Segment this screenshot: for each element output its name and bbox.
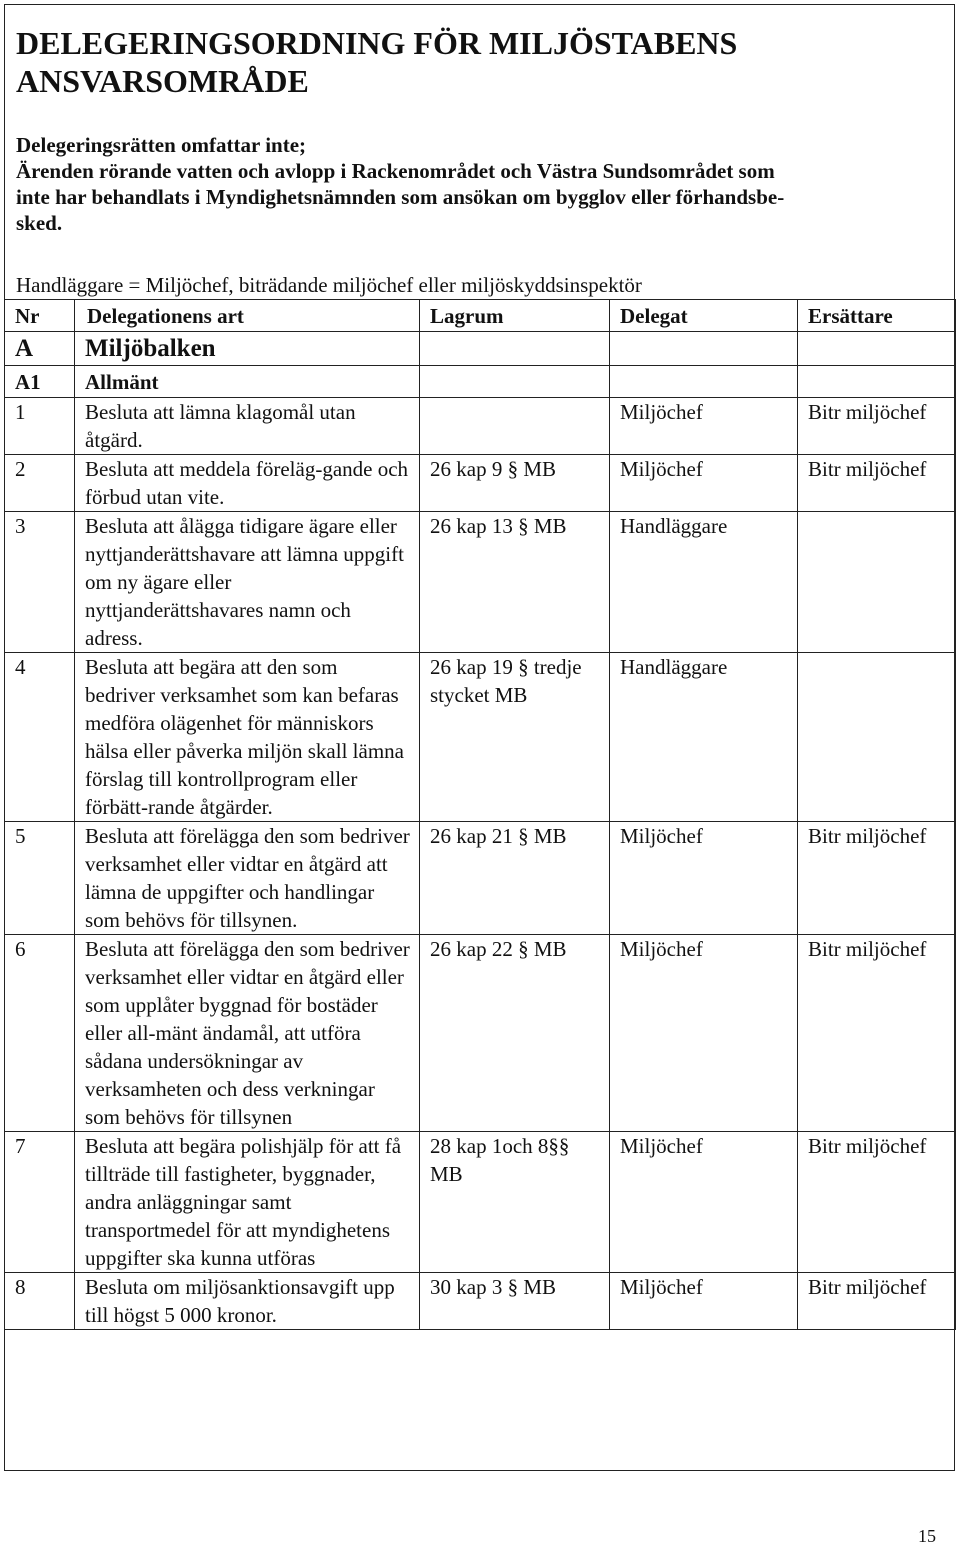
row-delegat: Handläggare [610, 512, 798, 653]
subsection-empty-cell [420, 366, 610, 398]
section-empty-cell [610, 332, 798, 366]
row-lagrum [420, 398, 610, 455]
section-row [5, 332, 956, 366]
row-nr: 5 [5, 822, 75, 935]
row-delegat: Miljöchef [610, 398, 798, 455]
intro-line: Ärenden rörande vatten och avlopp i Rackenområdet och Västra Sundsområdet som [16, 159, 775, 183]
header-ersattare: Ersättare [798, 300, 956, 332]
document-title: DELEGERINGSORDNING FÖR MILJÖSTABENS ANSVARSOMRÅDE [16, 25, 738, 99]
row-nr: 3 [5, 512, 75, 653]
table-row [5, 822, 956, 935]
row-lagrum: 26 kap 13 § MB [420, 512, 610, 653]
row-ersattare: Bitr miljöchef [798, 398, 956, 455]
handlaggare-definition: Handläggare = Miljöchef, biträdande miljöchef eller miljöskyddsinspektör [16, 273, 642, 297]
table-row [5, 653, 956, 822]
table-row [5, 1132, 956, 1273]
row-delegationens-art: Besluta att ålägga tidigare ägare eller nyttjanderättshavare att lämna uppgift om ny ägare eller nyttjanderättshavares namn och adress. [75, 512, 420, 653]
page-number: 15 [918, 1526, 936, 1546]
row-delegationens-art: Besluta att förelägga den som bedriver verksamhet eller vidtar en åtgärd att lämna de uppgifter och handlingar som behövs för tillsynen. [75, 822, 420, 935]
subsection-empty-cell [610, 366, 798, 398]
row-ersattare: Bitr miljöchef [798, 1273, 956, 1330]
row-nr: 7 [5, 1132, 75, 1273]
row-delegat: Miljöchef [610, 1273, 798, 1330]
table-row [5, 1273, 956, 1330]
section-empty-cell [420, 332, 610, 366]
row-nr: 1 [5, 398, 75, 455]
table-row [5, 935, 956, 1132]
row-ersattare: Bitr miljöchef [798, 1132, 956, 1273]
row-delegationens-art: Besluta att förelägga den som bedriver verksamhet eller vidtar en åtgärd eller som upplåter byggnad för bostäder eller all-mänt ändamål, att utföra sådana undersökningar av verksamheten och dess verkningar som behövs för tillsynen [75, 935, 420, 1132]
intro-text [16, 132, 936, 236]
row-delegationens-art: Besluta om miljösanktionsavgift upp till högst 5 000 kronor. [75, 1273, 420, 1330]
row-ersattare [798, 653, 956, 822]
row-ersattare: Bitr miljöchef [798, 455, 956, 512]
table-row [5, 512, 956, 653]
header-lagrum: Lagrum [420, 300, 610, 332]
header-delegat: Delegat [610, 300, 798, 332]
row-lagrum: 28 kap 1och 8§§ MB [420, 1132, 610, 1273]
row-lagrum: 26 kap 22 § MB [420, 935, 610, 1132]
section-nr: A [5, 332, 75, 366]
row-delegationens-art: Besluta att lämna klagomål utan åtgärd. [75, 398, 420, 455]
intro-line: sked. [16, 211, 63, 235]
delegation-table [4, 299, 956, 1330]
table-row [5, 398, 956, 455]
row-lagrum: 26 kap 19 § tredje stycket MB [420, 653, 610, 822]
row-ersattare: Bitr miljöchef [798, 935, 956, 1132]
subsection-empty-cell [798, 366, 956, 398]
section-title: Miljöbalken [75, 332, 420, 366]
row-nr: 6 [5, 935, 75, 1132]
row-ersattare [798, 512, 956, 653]
intro-line: Delegeringsrätten omfattar inte; [16, 133, 307, 157]
row-ersattare: Bitr miljöchef [798, 822, 956, 935]
header-art: Delegationens art [75, 300, 420, 332]
row-nr: 4 [5, 653, 75, 822]
row-delegat: Miljöchef [610, 935, 798, 1132]
row-lagrum: 26 kap 9 § MB [420, 455, 610, 512]
header-nr: Nr [5, 300, 75, 332]
row-delegat: Miljöchef [610, 1132, 798, 1273]
subsection-title: Allmänt [75, 366, 420, 398]
row-delegat: Miljöchef [610, 822, 798, 935]
row-lagrum: 26 kap 21 § MB [420, 822, 610, 935]
subsection-row [5, 366, 956, 398]
row-delegat: Miljöchef [610, 455, 798, 512]
row-delegationens-art: Besluta att meddela föreläg-gande och förbud utan vite. [75, 455, 420, 512]
table-header-row [5, 300, 956, 332]
subsection-nr: A1 [5, 366, 75, 398]
table-row [5, 455, 956, 512]
row-lagrum: 30 kap 3 § MB [420, 1273, 610, 1330]
row-delegationens-art: Besluta att begära att den som bedriver verksamhet som kan befaras medföra olägenhet för människors hälsa eller påverka miljön skall lämna förslag till kontrollprogram eller förbätt-rande åtgärder. [75, 653, 420, 822]
intro-line: inte har behandlats i Myndighetsnämnden som ansökan om bygglov eller förhandsbe- [16, 185, 785, 209]
section-empty-cell [798, 332, 956, 366]
row-nr: 2 [5, 455, 75, 512]
row-delegat: Handläggare [610, 653, 798, 822]
row-delegationens-art: Besluta att begära polishjälp för att få tillträde till fastigheter, byggnader, andra anläggningar samt transportmedel för att myndighetens uppgifter ska kunna utföras [75, 1132, 420, 1273]
row-nr: 8 [5, 1273, 75, 1330]
